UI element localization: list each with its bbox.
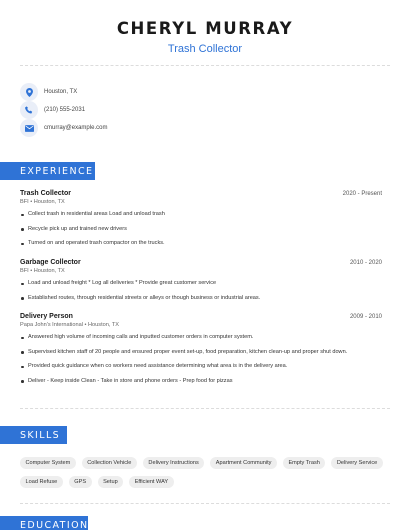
contact-email bbox=[20, 119, 220, 137]
list-item: Turned on and operated trash compactor on the trucks. bbox=[20, 240, 382, 247]
job-date: 2009 - 2010 bbox=[349, 314, 382, 320]
skill-chip: Setup bbox=[98, 476, 124, 488]
job-title: Delivery Person bbox=[20, 313, 73, 320]
skills-section-header: SKILLS bbox=[0, 426, 67, 444]
job-title: Garbage Collector bbox=[20, 259, 81, 266]
job-entry bbox=[20, 313, 382, 392]
skill-chip: Delivery Instructions bbox=[143, 457, 204, 469]
education-section-header: EDUCATION bbox=[0, 516, 88, 530]
list-item: Established routes, through residential streets or alleys or though business or industrial areas. bbox=[20, 295, 382, 302]
candidate-name: CHERYL MURRAY bbox=[116, 19, 294, 38]
skill-chip: Computer System bbox=[20, 457, 76, 469]
job-bullets bbox=[20, 211, 382, 247]
contact-location bbox=[20, 83, 220, 101]
phone-text[interactable]: (210) 555-2031 bbox=[44, 107, 86, 113]
resume-header bbox=[0, 0, 410, 56]
location-pin-icon bbox=[20, 83, 38, 101]
job-title: Trash Collector bbox=[20, 190, 71, 197]
skill-chip: Efficient WAY bbox=[129, 476, 173, 488]
skills-divider bbox=[20, 503, 390, 504]
job-employer: BFI • Houston, TX bbox=[20, 268, 65, 274]
contact-phone bbox=[20, 101, 220, 119]
list-item: Deliver - Keep inside Clean - Take in store and phone orders - Prep food for pizzas bbox=[20, 378, 382, 385]
list-item: Provided quick guidance when co workers need assistance determining what area is in the delivery area. bbox=[20, 363, 382, 370]
job-title-heading: Trash Collector bbox=[167, 43, 243, 55]
job-entry bbox=[20, 259, 382, 309]
job-entry bbox=[20, 190, 382, 255]
list-item: Supervised kitchen staff of 20 people and ensured proper event set-up, food preparation, kitchen clean-up and proper shut down. bbox=[20, 349, 382, 356]
phone-icon bbox=[20, 101, 38, 119]
list-item: Recycle pick up and trained new drivers bbox=[20, 226, 382, 233]
location-text: Houston, TX bbox=[44, 89, 78, 95]
header-divider bbox=[20, 65, 390, 66]
experience-divider bbox=[20, 408, 390, 409]
job-date: 2020 - Present bbox=[342, 191, 382, 197]
skills-list bbox=[20, 457, 390, 488]
skill-chip: Collection Vehicle bbox=[82, 457, 137, 469]
job-employer: Papa John's International • Houston, TX bbox=[20, 322, 120, 328]
skill-chip: Apartment Community bbox=[210, 457, 277, 469]
job-bullets bbox=[20, 334, 382, 385]
skill-chip: GPS bbox=[69, 476, 92, 488]
experience-section-header: EXPERIENCE bbox=[0, 162, 95, 180]
skill-chip: Empty Trash bbox=[283, 457, 325, 469]
email-icon bbox=[20, 119, 38, 137]
skill-chip: Load Refuse bbox=[20, 476, 63, 488]
job-bullets bbox=[20, 280, 382, 302]
list-item: Collect trash in residential areas Load and unload trash bbox=[20, 211, 382, 218]
list-item: Load and unload freight * Log all deliveries * Provide great customer service bbox=[20, 280, 382, 287]
list-item: Answered high volume of incoming calls and inputted customer orders in computer system. bbox=[20, 334, 382, 341]
job-employer: BFI • Houston, TX bbox=[20, 199, 65, 205]
email-text[interactable]: cmurray@example.com bbox=[44, 125, 108, 131]
skill-chip: Delivery Service bbox=[331, 457, 382, 469]
job-date: 2010 - 2020 bbox=[349, 260, 382, 266]
